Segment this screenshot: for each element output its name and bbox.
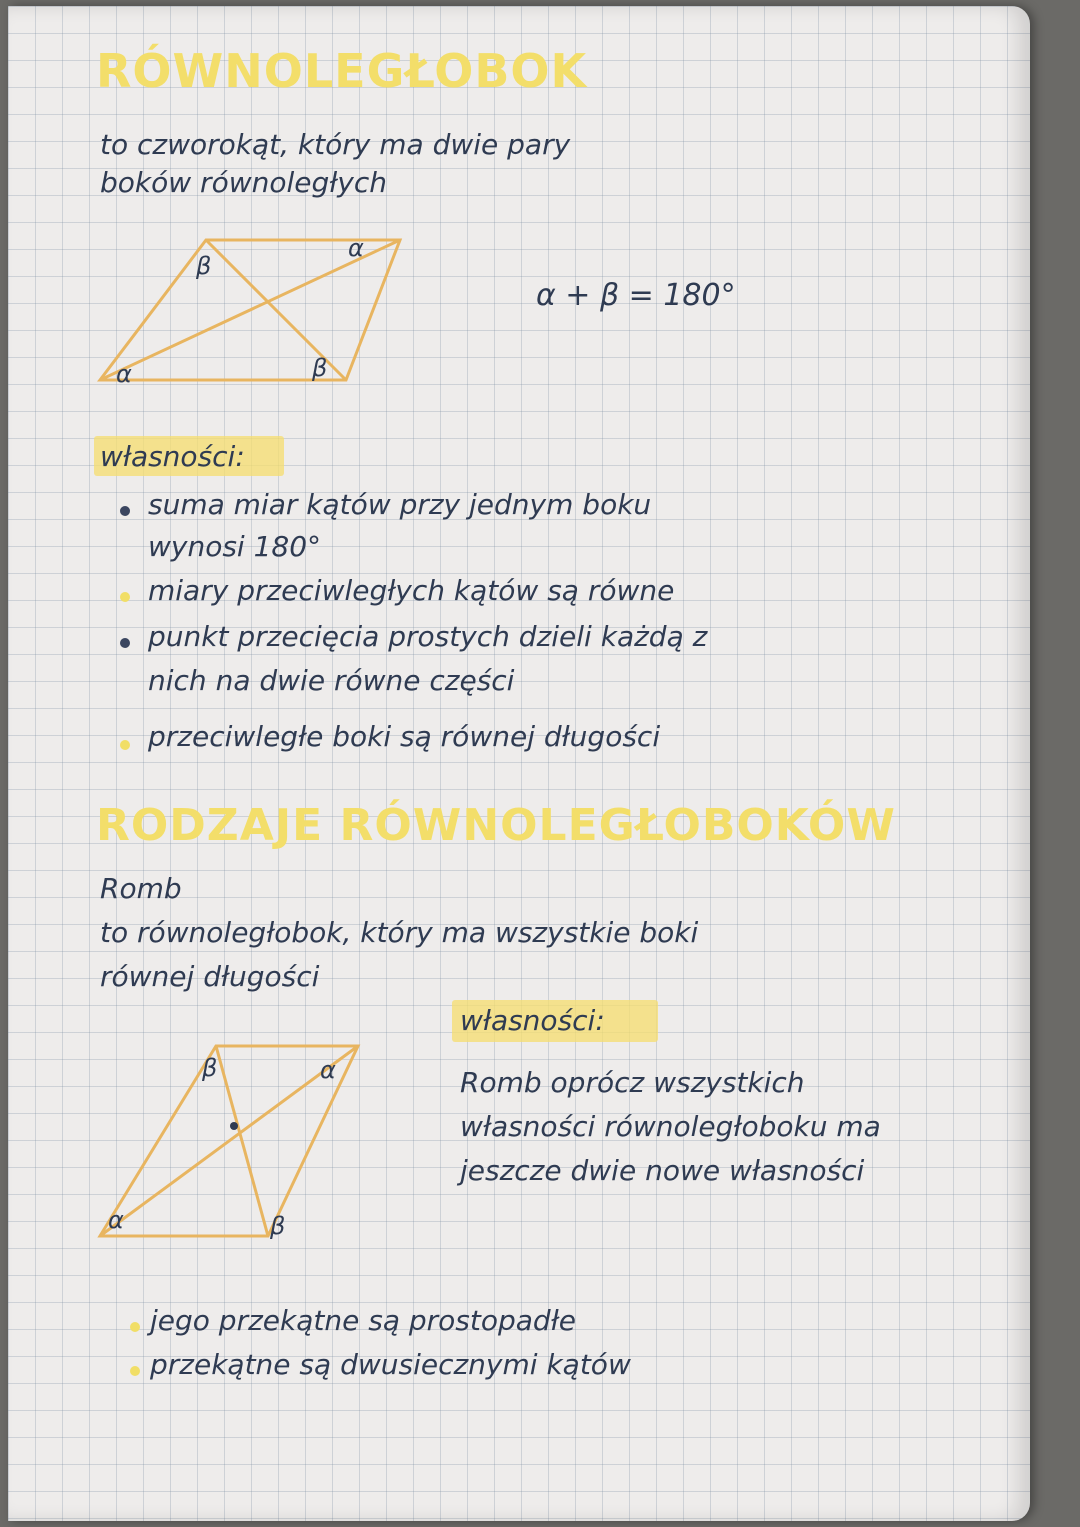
- property-3-cont: nich na dwie równe części: [148, 664, 515, 697]
- rhombus-angle-top-right: α: [320, 1056, 336, 1084]
- rhombus-property-2: przekątne są dwusiecznymi kątów: [150, 1348, 631, 1381]
- property-3: punkt przecięcia prostych dzieli każdą z: [148, 620, 708, 653]
- angle-label-top-right: α: [348, 234, 364, 262]
- property-1-cont: wynosi 180°: [148, 530, 322, 563]
- property-4: przeciwległe boki są równej długości: [148, 720, 661, 753]
- properties-label: własności:: [100, 440, 245, 473]
- rhombus-definition-line-2: równej długości: [100, 960, 320, 993]
- title-parallelogram: RÓWNOLEGŁOBOK: [96, 44, 588, 98]
- rhombus-props-text-2: własności równoległoboku ma: [460, 1110, 881, 1143]
- angle-label-bottom-left: α: [116, 360, 132, 388]
- rhombus-figure: [8, 6, 1030, 1521]
- rhombus-angle-bottom-left: α: [108, 1206, 124, 1234]
- rhombus-bullet-1: [130, 1322, 140, 1332]
- angle-label-top-left: β: [196, 252, 212, 280]
- rhombus-center-dot: [230, 1122, 238, 1130]
- rhombus-property-1: jego przekątne są prostopadłe: [150, 1304, 576, 1337]
- definition-line-2: boków równoległych: [100, 166, 387, 199]
- rhombus-angle-top-left: β: [202, 1054, 218, 1082]
- angle-sum-formula: α + β = 180°: [536, 278, 736, 313]
- rhombus-props-text-1: Romb oprócz wszystkich: [460, 1066, 805, 1099]
- definition-line-1: to czworokąt, który ma dwie pary: [100, 128, 571, 161]
- rhombus-bullet-2: [130, 1366, 140, 1376]
- notebook-page: [8, 6, 1030, 1521]
- rhombus-definition-line-1: to równoległobok, który ma wszystkie boki: [100, 916, 699, 949]
- title-types: RODZAJE RÓWNOLEGŁOBOKÓW: [96, 800, 896, 851]
- rhombus-props-text-3: jeszcze dwie nowe własności: [460, 1154, 865, 1187]
- angle-label-bottom-right: β: [312, 354, 328, 382]
- rhombus-properties-label: własności:: [460, 1004, 605, 1037]
- rhombus-angle-bottom-right: β: [270, 1212, 286, 1240]
- property-2: miary przeciwległych kątów są równe: [148, 574, 675, 607]
- property-1: suma miar kątów przy jednym boku: [148, 488, 652, 521]
- rhombus-label: Romb: [100, 872, 182, 905]
- rhombus-diagonal-2: [216, 1046, 268, 1236]
